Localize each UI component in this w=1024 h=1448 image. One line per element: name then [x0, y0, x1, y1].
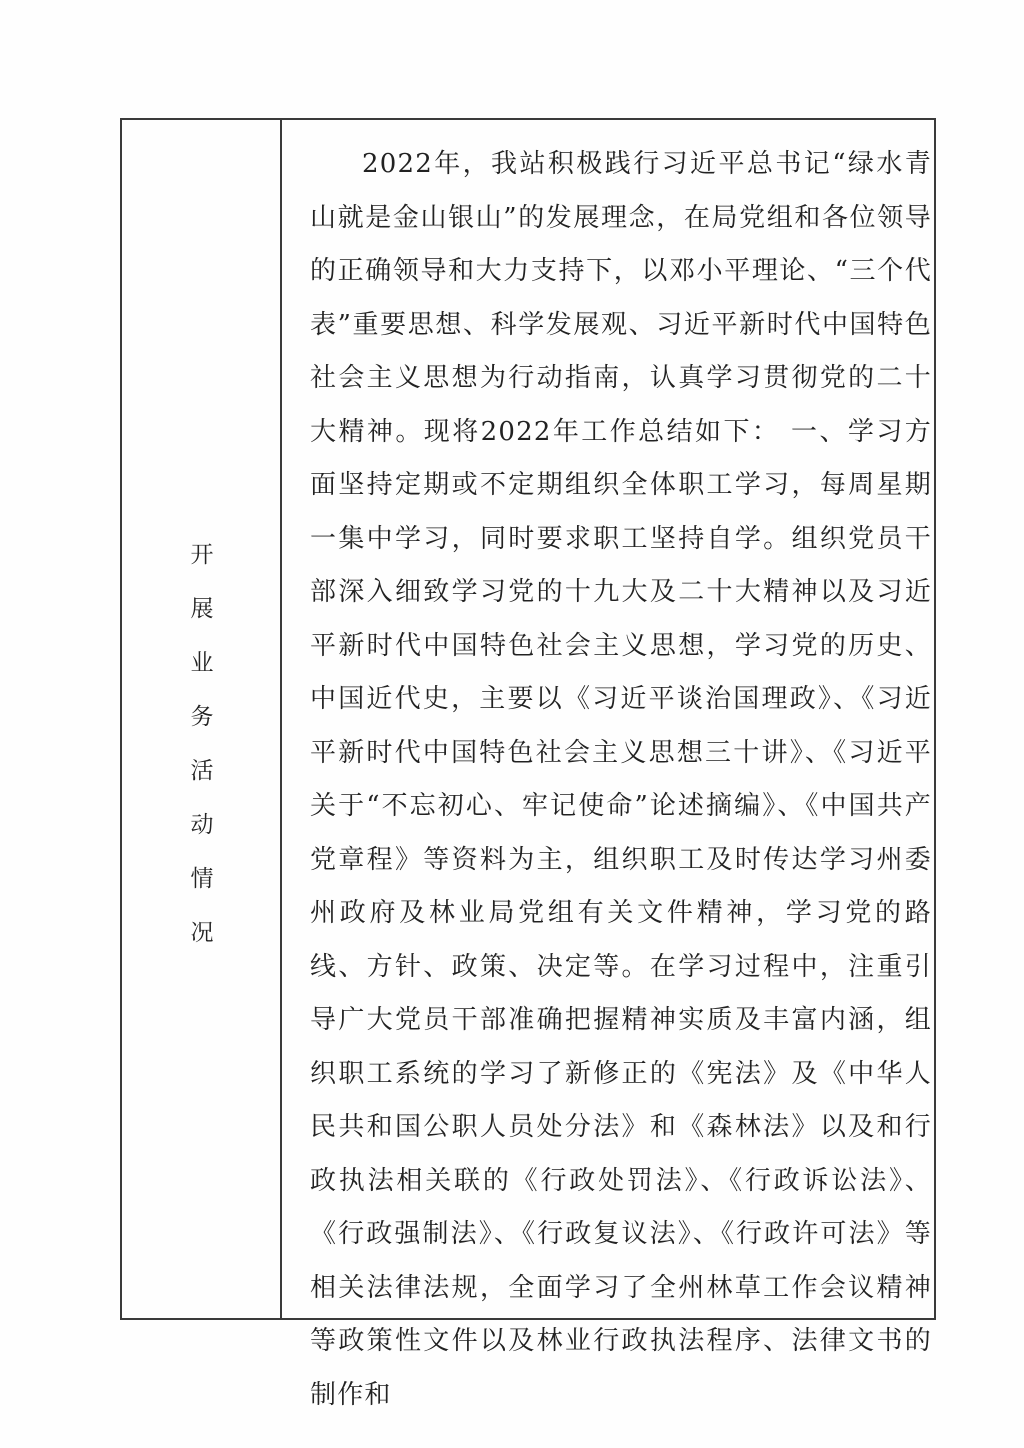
- vertical-label-activities: [122, 528, 282, 960]
- label-char: 况: [190, 920, 214, 946]
- label-char: 活: [190, 758, 214, 784]
- activity-table: [120, 118, 936, 1410]
- label-cell: [122, 120, 282, 1318]
- label-char: 情: [190, 866, 214, 892]
- label-char: 业: [190, 650, 214, 676]
- label-char: 开: [190, 542, 214, 568]
- label-char: 动: [190, 812, 214, 838]
- content-cell: [282, 120, 936, 1410]
- label-char: 务: [190, 704, 214, 730]
- label-char: 展: [190, 596, 214, 622]
- summary-paragraph: 2022年，我站积极践行习近平总书记“绿水青山就是金山银山”的发展理念，在局党组和各位领导的正确领导和大力支持下，以邓小平理论、“三个代表”重要思想、科学发展观、习近平新时代中国特色社会主义思想为行动指南，认真学习贯彻党的二十大精神。现将2022年工作总结如下： 一、学习方面坚持定期或不定期组织全体职工学习，每周星期一集中学习，同时要求职工坚持自学。组织党员干部深入细致学习党的十九大及二十大精神以及习近平新时代中国特色社会主义思想，学习党的历史、中国近代史，主要以《习近平谈治国理政》、《习近平新时代中国特色社会主义思想三十讲》、《习近平关于“不忘初心、牢记使命”论述摘编》、《中国共产党章程》等资料为主，组织职工及时传达学习州委州政府及林业局党组有关文件精神，学习党的路线、方针、政策、决定等。在学习过程中，注重引导广大党员干部准确把握精神实质及丰富内涵，组织职工系统的学习了新修正的《宪法》及《中华人民共和国公职人员处分法》和《森林法》以及和行政执法相关联的《行政处罚法》、《行政诉讼法》、《行政强制法》、《行政复议法》、《行政许可法》等相关法律法规，全面学习了全州林草工作会议精神等政策性文件以及林业行政执法程序、法律文书的制作和: [310, 149, 932, 1410]
